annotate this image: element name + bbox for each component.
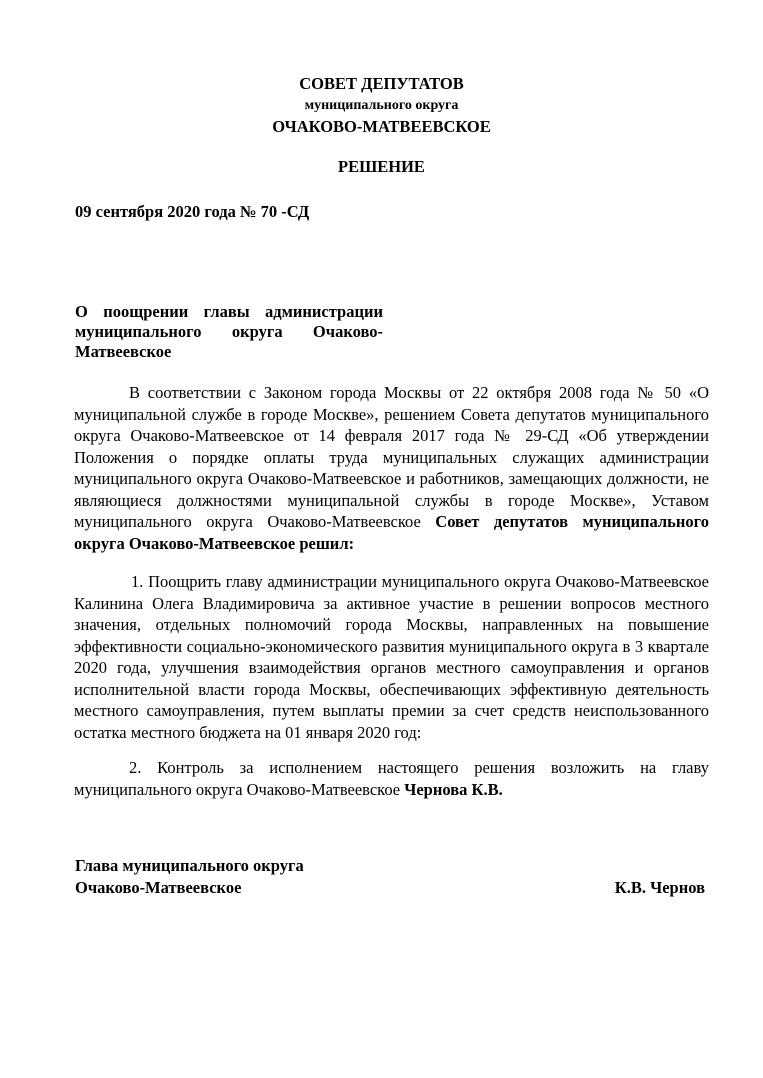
decision-item-2 (74, 757, 709, 800)
decision-item-2-text: 2. Контроль за исполнением настоящего решения возложить на главу муниципального округа Очаково-Матвеевское (74, 758, 709, 799)
document-type: РЕШЕНИЕ (338, 157, 425, 176)
decision-item-2-responsible: Чернова К.В. (404, 779, 503, 799)
signatory-name: К.В. Чернов (614, 877, 705, 897)
decision-item-1 (74, 571, 709, 743)
council-title: СОВЕТ ДЕПУТАТОВ (299, 74, 464, 93)
preamble-paragraph (74, 382, 709, 554)
signature-title-line-1: Глава муниципального округа (75, 856, 304, 875)
district-line: муниципального округа (304, 98, 459, 113)
decision-item-1-text: 1. Поощрить главу администрации муниципального округа Очаково-Матвеевское Калинина Олега Владимировича за активное участие в решении вопросов местного значения, отдельных полномочий города Москвы, направленных на повышение эффективности социально-экономического развития муниципального округа в 3 квартале 2020 года, улучшения взаимодействия органов местного самоуправления и органов исполнительной власти города Москвы, обеспечивающих эффективную деятельность местного самоуправления, путем выплаты премии за счет средств неиспользованного остатка местного бюджета на 01 января 2020 год: (74, 572, 709, 742)
district-name: ОЧАКОВО-МАТВЕЕВСКОЕ (272, 117, 491, 136)
signature-title-line-2: Очаково-Матвеевское (75, 877, 242, 897)
preamble-text: В соответствии с Законом города Москвы от 22 октября 2008 года № 50 «О муниципальной службе в городе Москве», решением Совета депутатов муниципального округа Очаково-Матвеевское от 14 февраля 2017 года № 29-СД «Об утверждении Положения о порядке оплаты труда муниципальных служащих администрации муниципального округа Очаково-Матвеевское и работников, замещающих должности, не являющиеся должностями муниципальной службы в городе Москве», Уставом муниципального округа Очаково-Матвеевское (74, 383, 709, 531)
preamble-resolution: Совет депутатов муниципального округа Очаково-Матвеевское решил: (74, 512, 709, 553)
document-date-number: 09 сентября 2020 года № 70 -СД (75, 202, 310, 221)
document-subject: О поощрении главы администрации муниципального округа Очаково-Матвеевское (75, 302, 383, 361)
signature-title (75, 855, 304, 898)
